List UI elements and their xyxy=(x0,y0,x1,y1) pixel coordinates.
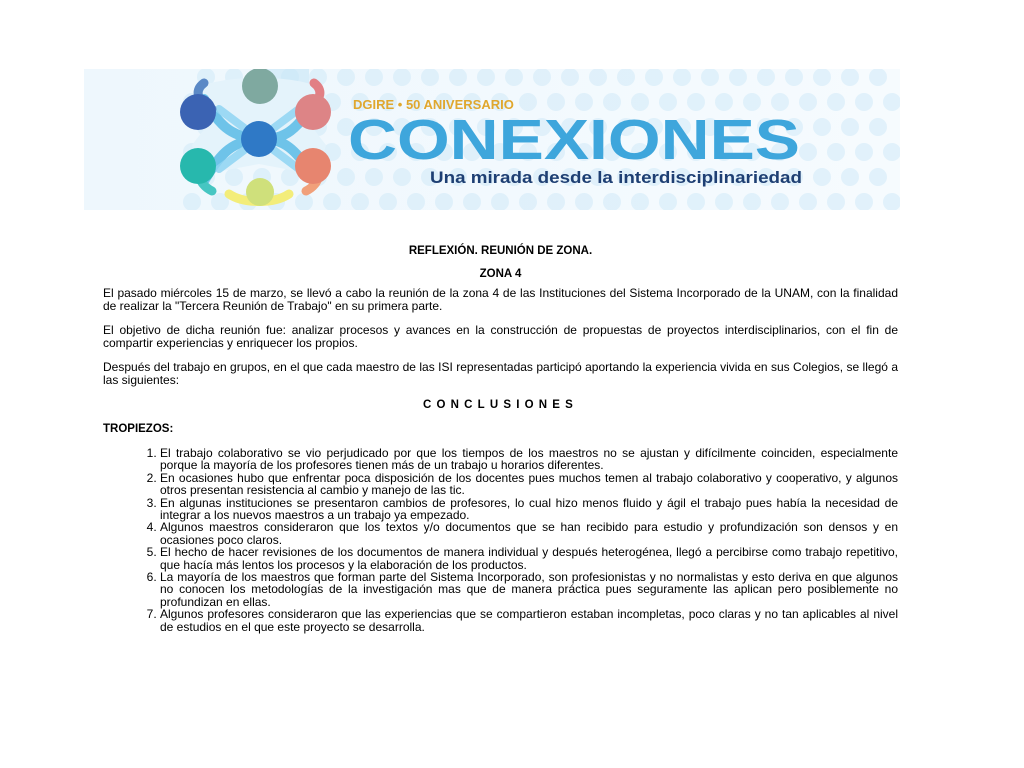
background-dot xyxy=(827,93,845,111)
list-item: 2. En ocasiones hubo que enfrentar poca disposición de los docentes pues muchos temen al trabajo colaborativo y cooperativo, y algunos otros presentan resistencia al cambio y manejo de las tic. xyxy=(160,472,898,497)
document-title: REFLEXIÓN. REUNIÓN DE ZONA. xyxy=(408,245,593,257)
list-item: 1. El trabajo colaborativo se vio perjudicado por que los tiempos de los maestros no se ajustan y difícilmente coinciden, especialmente porque la mayoría de los profesores tienen más de un trabajo u horarios diferentes. xyxy=(160,447,898,472)
background-dot xyxy=(827,143,845,161)
document-body xyxy=(103,244,898,633)
conexiones-banner xyxy=(84,69,900,210)
background-dot xyxy=(841,118,859,136)
list-item: 7. Algunos profesores consideraron que las experiencias que se compartieron estaban incompletas, poco claras y no tan aplicables al nivel de estudios en el que este proyecto se desarrolla. xyxy=(160,608,898,633)
list-item: 3. En algunas instituciones se presentaron cambios de profesores, lo cual hizo menos fluido y ágil el trabajo pues había la necesidad de integrar a los nuevos maestros a un trabajo ya empezado. xyxy=(160,497,898,522)
list-item: 6. La mayoría de los maestros que forman parte del Sistema Incorporado, son profesionistas y no normalistas y esto deriva en que algunos no conocen los metodologías de la investigación mas que de manera práctica pues seguramente las aplican pero posiblemente no profundizan en ellas. xyxy=(160,571,898,608)
background-dot xyxy=(813,118,831,136)
objective-paragraph: El objetivo de dicha reunión fue: analizar procesos y avances en la construcción de propuestas de proyectos interdisciplinarios, con el fin de compartir experiencias y enriquecer los propios. xyxy=(103,323,898,350)
background-dot xyxy=(813,168,831,186)
background-dot xyxy=(841,168,859,186)
tropiezos-list xyxy=(103,447,898,633)
background-dot xyxy=(799,93,817,111)
banner-tagline: Una mirada desde la interdisciplinariedad xyxy=(430,168,802,187)
background-dot xyxy=(799,143,817,161)
background-dot xyxy=(869,168,887,186)
intro-paragraph: El pasado miércoles 15 de marzo, se llevó a cabo la reunión de la zona 4 de las Instituciones del Sistema Incorporado de la UNAM, con la finalidad de realizar la "Tercera Reunión de Trabajo" en su primera parte. xyxy=(103,286,898,313)
banner-anniversary-text: DGIRE • 50 ANIVERSARIO xyxy=(353,97,514,112)
conexiones-logo-icon xyxy=(180,69,331,206)
banner-main-title: CONEXIONES xyxy=(348,108,800,172)
list-item: 4. Algunos maestros consideraron que los textos y/o documentos que se han recibido para estudio y profundización son densos y en ocasiones poco claros. xyxy=(160,521,898,546)
background-dot xyxy=(225,168,243,186)
conclusions-heading: CONCLUSIONES xyxy=(422,399,579,411)
section-heading-tropiezos: TROPIEZOS: xyxy=(103,423,174,435)
document-subtitle: ZONA 4 xyxy=(479,268,522,280)
background-dot xyxy=(855,93,873,111)
background-dot xyxy=(855,143,873,161)
groupwork-paragraph: Después del trabajo en grupos, en el que cada maestro de las ISI representadas participó aportando la experiencia vivida en sus Colegios, se llegó a las siguientes: xyxy=(103,360,898,387)
list-item: 5. El hecho de hacer revisiones de los documentos de manera individual y después heterogénea, llegó a percibirse como trabajo repetitivo, que hacía más lentos los procesos y la elaboración de los productos. xyxy=(160,546,898,571)
background-dot xyxy=(869,118,887,136)
